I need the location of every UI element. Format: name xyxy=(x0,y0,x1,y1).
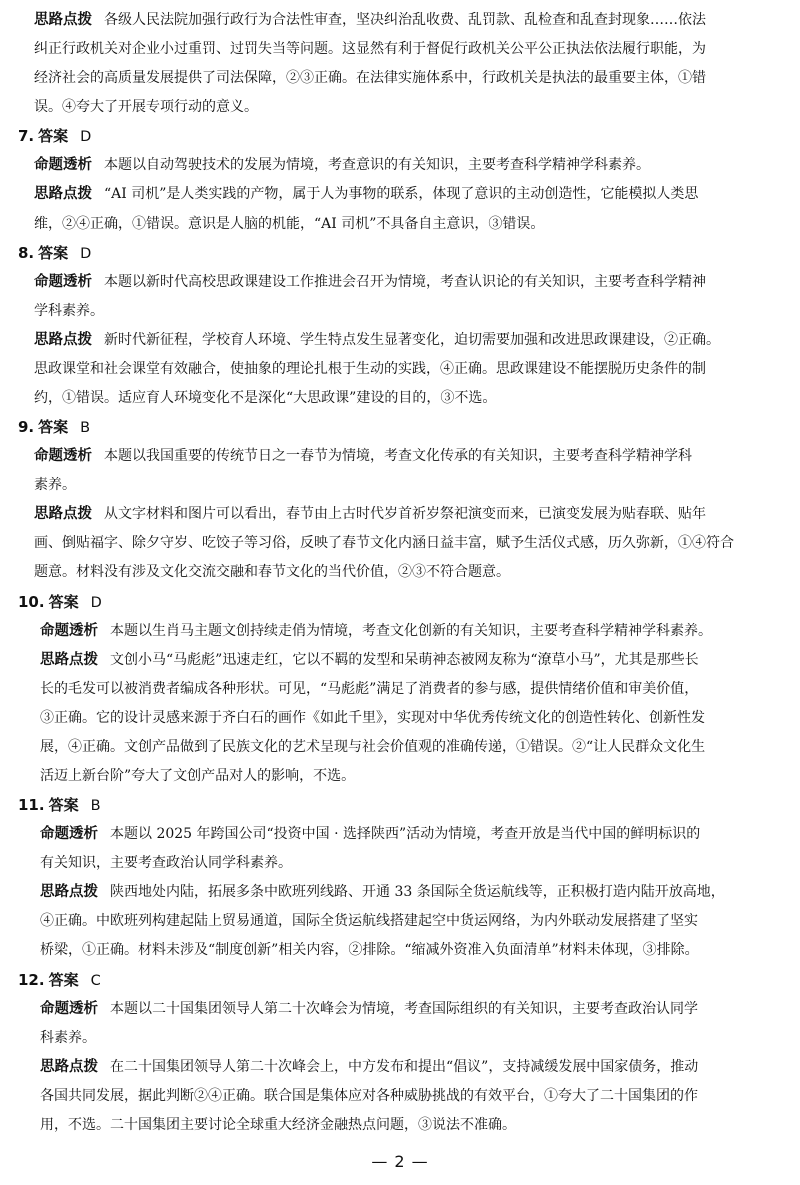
q8-hint-line-3: 约，①错误。适应育人环境变化不是深化“大思政课”建设的目的，③不选。 xyxy=(34,390,497,406)
q10-hint-line-2: 长的毛发可以被消费者编成各种形状。可见，“马彪彪”满足了消费者的参与感，提供情绪价值和审美价值， xyxy=(40,681,699,697)
q10-analysis xyxy=(40,617,712,646)
q8-analysis-line-1 xyxy=(34,268,706,297)
q10-hint-line-5: 活迈上新台阶”夸大了文创产品对人的影响，不选。 xyxy=(40,768,356,784)
q12-analysis-label: 命题透析 xyxy=(40,1001,98,1017)
q11-hint-line-3: 桥梁，①正确。材料未涉及“制度创新”相关内容，②排除。“缩减外资准入负面清单”材料未体现，③排除。 xyxy=(40,942,699,958)
q11-answer-value: B xyxy=(90,798,101,814)
q8-analysis-label: 命题透析 xyxy=(34,274,92,290)
q12-analysis-line-2: 科素养。 xyxy=(40,1030,96,1046)
q6-hint-line-4: 误。④夸大了开展专项行动的意义。 xyxy=(34,99,258,115)
q9-answer-label: 答案 xyxy=(38,418,69,436)
q8-hint-label: 思路点拨 xyxy=(34,332,92,348)
q11-hint-line-2: ④正确。中欧班列构建起陆上贸易通道，国际全货运航线搭建起空中货运网络，为内外联动发展搭建了坚实 xyxy=(40,913,698,929)
q12-hint-line-2: 各国共同发展，据此判断②④正确。联合国是集体应对各种威胁挑战的有效平台，①夸大了二十国集团的作 xyxy=(40,1088,698,1104)
q12-analysis-line-1 xyxy=(40,995,698,1024)
q12-hint-line-1 xyxy=(40,1053,698,1082)
q11-answer xyxy=(18,791,101,821)
q10-hint-line-3: ③正确。它的设计灵感来源于齐白石的画作《如此千里》，实现对中华优秀传统文化的创造性转化、创新性发 xyxy=(40,710,705,726)
q12-number: 12. xyxy=(18,971,45,989)
q8-hint-line-1 xyxy=(34,326,720,355)
q11-analysis-text: 本题以 2025 年跨国公司“投资中国 · 选择陕西”活动为情境，考查开放是当代中国的鲜明标识的 xyxy=(110,826,701,842)
q12-answer-value: C xyxy=(90,973,101,989)
q9-hint-label: 思路点拨 xyxy=(34,506,92,522)
q7-analysis xyxy=(34,151,650,180)
q10-hint-line-1 xyxy=(40,646,699,675)
q11-hint-line-1 xyxy=(40,878,725,907)
q7-number: 7. xyxy=(18,127,35,145)
q12-hint-label: 思路点拨 xyxy=(40,1059,98,1075)
q7-answer-label: 答案 xyxy=(38,127,69,145)
q7-hint-label: 思路点拨 xyxy=(34,186,92,202)
q9-answer-value: B xyxy=(80,420,91,436)
q12-answer-label: 答案 xyxy=(48,971,79,989)
q8-analysis-text: 本题以新时代高校思政课建设工作推进会召开为情境，考查认识论的有关知识，主要考查科学精神 xyxy=(104,274,706,290)
q11-hint-text: 陕西地处内陆，拓展多条中欧班列线路、开通 33 条国际全货运航线等，正积极打造内陆开放高地， xyxy=(110,884,725,900)
q8-answer-label: 答案 xyxy=(38,244,69,262)
q8-answer xyxy=(18,239,91,269)
q7-analysis-text: 本题以自动驾驶技术的发展为情境，考查意识的有关知识，主要考查科学精神学科素养。 xyxy=(104,157,650,173)
q11-analysis-line-1 xyxy=(40,820,700,849)
q8-hint-line-2: 思政课堂和社会课堂有效融合，使抽象的理论扎根于生动的实践，④正确。思政课建设不能摆脱历史条件的制 xyxy=(34,361,706,377)
q9-analysis-line-1 xyxy=(34,442,692,471)
q10-hint-text: 文创小马“马彪彪”迅速走红，它以不羁的发型和呆萌神态被网友称为“潦草小马”，尤其是那些长 xyxy=(110,652,699,668)
q9-analysis-text: 本题以我国重要的传统节日之一春节为情境，考查文化传承的有关知识，主要考查科学精神学科 xyxy=(104,448,692,464)
q8-analysis-line-2: 学科素养。 xyxy=(34,303,104,319)
q9-number: 9. xyxy=(18,418,35,436)
q7-hint-text: “AI 司机”是人类实践的产物，属于人为事物的联系，体现了意识的主动创造性，它能模拟人类思 xyxy=(104,186,699,202)
q12-analysis-text: 本题以二十国集团领导人第二十次峰会为情境，考查国际组织的有关知识，主要考查政治认同学 xyxy=(110,1001,698,1017)
q12-answer xyxy=(18,966,101,996)
q7-answer xyxy=(18,122,91,152)
q9-answer xyxy=(18,413,90,443)
q11-analysis-label: 命题透析 xyxy=(40,826,98,842)
q12-hint-line-3: 用，不选。二十国集团主要讨论全球重大经济金融热点问题，③说法不准确。 xyxy=(40,1117,516,1133)
q8-answer-value: D xyxy=(80,246,92,262)
q7-hint-line-1 xyxy=(34,180,698,209)
q8-hint-text: 新时代新征程，学校育人环境、学生特点发生显著变化，迫切需要加强和改进思政课建设，②正确。 xyxy=(104,332,720,348)
q7-hint-line-2: 维，②④正确，①错误。意识是人脑的机能，“AI 司机”不具备自主意识，③错误。 xyxy=(34,216,545,232)
q9-hint-line-2: 画、倒贴福字、除夕守岁、吃饺子等习俗，反映了春节文化内涵日益丰富，赋予生活仪式感，历久弥新，①④符合 xyxy=(34,535,734,551)
q11-number: 11. xyxy=(18,796,45,814)
q9-analysis-label: 命题透析 xyxy=(34,448,92,464)
q12-hint-text: 在二十国集团领导人第二十次峰会上，中方发布和提出“倡议”，支持减缓发展中国家债务，推动 xyxy=(110,1059,699,1075)
q6-hint-line-1 xyxy=(34,6,706,35)
q10-analysis-text: 本题以生肖马主题文创持续走俏为情境，考查文化创新的有关知识，主要考查科学精神学科素养。 xyxy=(110,623,712,639)
q10-answer-label: 答案 xyxy=(48,593,79,611)
page-number: — 2 — xyxy=(371,1152,429,1171)
q10-answer-value: D xyxy=(90,595,102,611)
q10-hint-label: 思路点拨 xyxy=(40,652,98,668)
q6-hint-line-3: 经济社会的高质量发展提供了司法保障，②③正确。在法律实施体系中，行政机关是执法的最重要主体，①错 xyxy=(34,70,706,86)
q9-hint-line-1 xyxy=(34,500,706,529)
q7-answer-value: D xyxy=(80,129,92,145)
q11-analysis-line-2: 有关知识，主要考查政治认同学科素养。 xyxy=(40,855,292,871)
q7-analysis-label: 命题透析 xyxy=(34,157,92,173)
q10-answer xyxy=(18,588,102,618)
q11-answer-label: 答案 xyxy=(48,796,79,814)
q9-hint-line-3: 题意。材料没有涉及文化交流交融和春节文化的当代价值，②③不符合题意。 xyxy=(34,564,510,580)
q10-analysis-label: 命题透析 xyxy=(40,623,98,639)
q11-hint-label: 思路点拨 xyxy=(40,884,98,900)
q8-number: 8. xyxy=(18,244,35,262)
q10-number: 10. xyxy=(18,593,45,611)
q6-hint-line-2: 纠正行政机关对企业小过重罚、过罚失当等问题。这显然有利于督促行政机关公平公正执法依法履行职能，为 xyxy=(34,41,706,57)
q10-hint-line-4: 展，④正确。文创产品做到了民族文化的艺术呈现与社会价值观的准确传递，①错误。②“让人民群众文化生 xyxy=(40,739,706,755)
q6-hint-label: 思路点拨 xyxy=(34,12,92,28)
q9-hint-text: 从文字材料和图片可以看出，春节由上古时代岁首祈岁祭祀演变而来，已演变发展为贴春联、贴年 xyxy=(104,506,706,522)
q9-analysis-line-2: 素养。 xyxy=(34,477,76,493)
q6-hint-text: 各级人民法院加强行政行为合法性审查，坚决纠治乱收费、乱罚款、乱检查和乱查封现象……依法 xyxy=(104,12,706,28)
